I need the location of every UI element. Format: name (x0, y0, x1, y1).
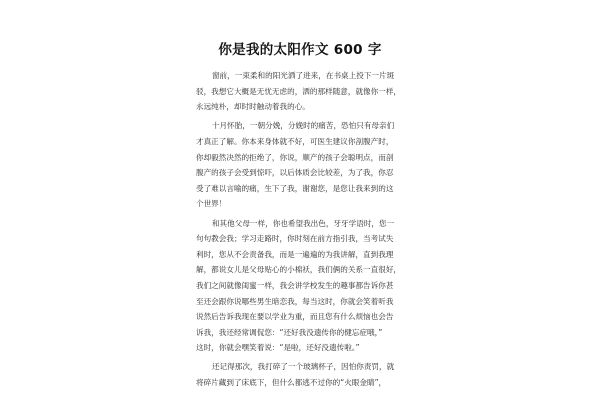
essay-body (196, 68, 414, 394)
text-line: 个世界！ (196, 199, 227, 209)
text-line: 这时，你就会嘿笑着说：“是啦，还好没遗传啦。” (196, 343, 360, 353)
text-line: 至还会跟你说哪些男生暗恋我，每当这时，你就会笑着听我 (196, 296, 394, 306)
text-line: 才真正了解。你本来身体就不好，可医生建议你剖腹产时， (196, 136, 394, 146)
text-line: 和其他父母一样，你也希望我出色，牙牙学语时，您一 (211, 218, 395, 228)
text-line: 永远纯朴，却时时触动着我的心。 (196, 102, 310, 112)
text-line: 驳，我想它大概是无忧无虑的，洒的那样随意，就像你一样， (196, 86, 402, 96)
text-line: 说然后告诉我现在要以学业为重，而且您有什么烦恼也会告 (196, 312, 394, 322)
text-line: 利时，您从不会责备我，而是一遍遍的为我讲解，直到我理 (196, 249, 394, 259)
page-title: 你是我的太阳作文 600 字 (218, 42, 382, 58)
text-line: 我们之间就像闺蜜一样，我会讲学校发生的趣事都告诉你甚 (196, 280, 394, 290)
text-line: 解，都说女儿是父母贴心的小棉袄，我们俩的关系一直很好， (196, 265, 402, 275)
text-line: 你却毅然决然的拒绝了，你说，顺产的孩子会聪明点，而剖 (196, 152, 394, 162)
text-line: 腹产的孩子会受到惊吓，以后体质会比较差，为了我，你忍 (196, 168, 394, 178)
text-line: 诉我，我还经常调侃您：“还好我没遗传你的健忘症哦，” (196, 327, 383, 337)
text-line: 受了难以言喻的痛，生下了我，谢谢您，是您让我来到的这 (196, 183, 394, 193)
text-line: 窗前，一束柔和的阳光洒了进来，在书桌上投下一片斑 (211, 71, 395, 80)
text-line: 句句教会我；学习走路时，你时刻在前方指引我，当考试失 (196, 234, 394, 244)
text-line: 十月怀胎，一朝分娩，分娩时的痛苦，恐怕只有母亲们 (211, 121, 395, 131)
paragraph-3 (196, 216, 414, 356)
text-line: 将碎片藏到了床底下，但什么都逃不过你的“火眼金睛”， (196, 378, 387, 388)
paragraph-2 (196, 118, 414, 212)
text-line: 还记得那次，我打碎了一个玻璃杯子，因怕你责罚，就 (211, 362, 395, 372)
paragraph-4 (196, 359, 414, 390)
paragraph-1 (196, 68, 414, 115)
